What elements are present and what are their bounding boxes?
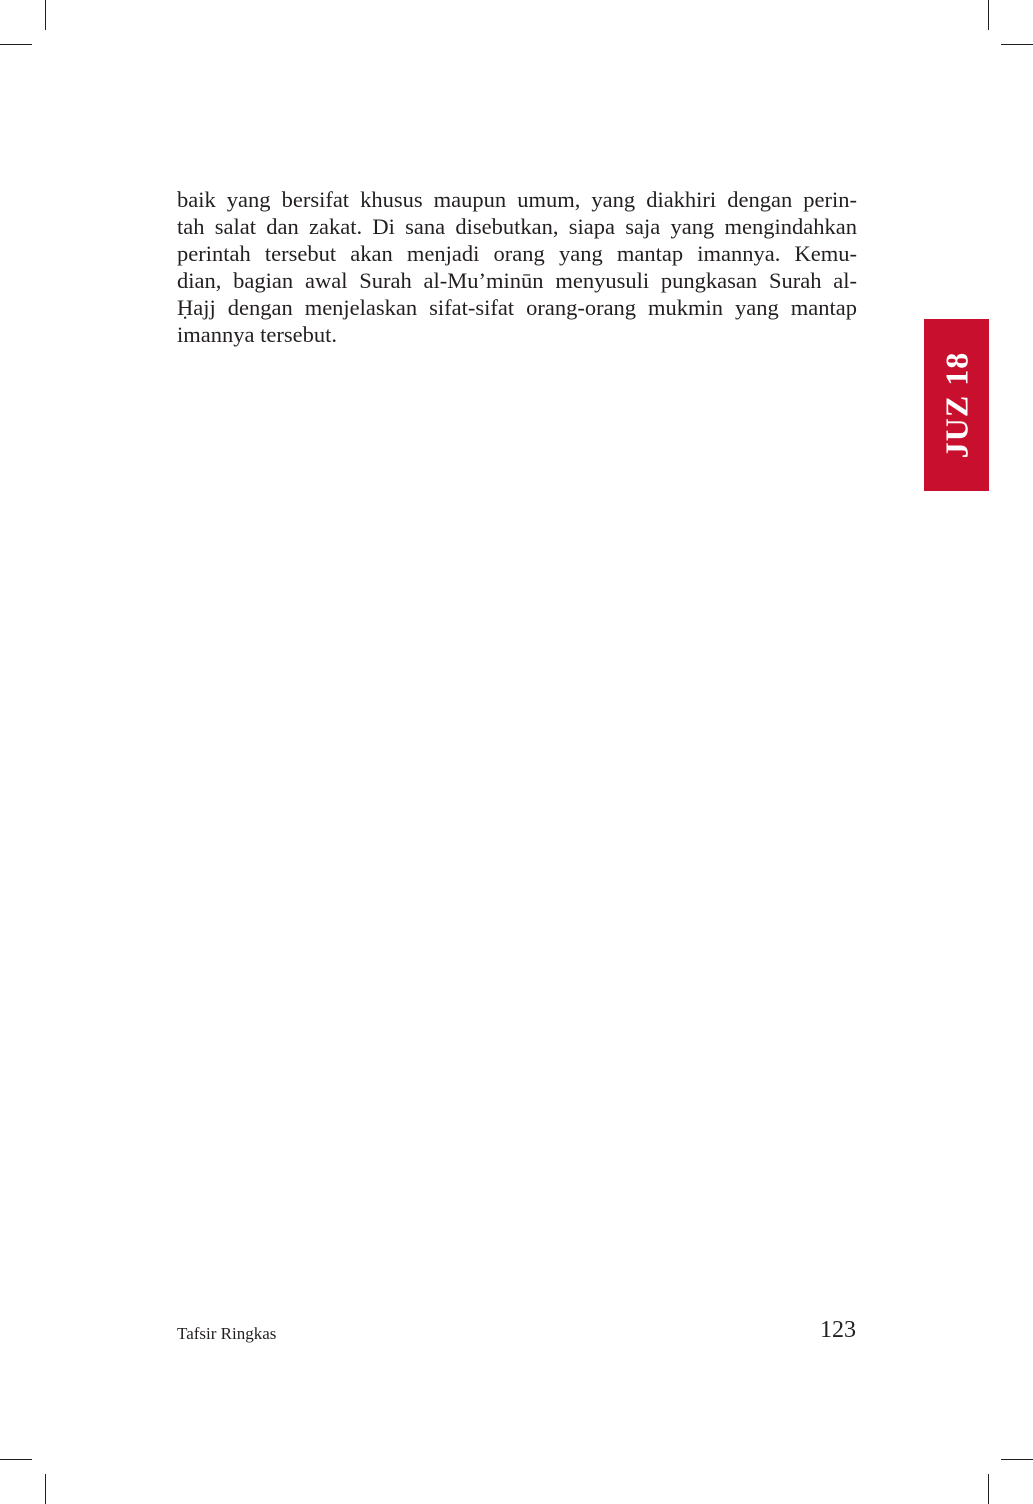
- crop-mark-top-left-vertical: [45, 0, 46, 30]
- footer-book-title: Tafsir Ringkas: [177, 1324, 277, 1343]
- juz-label: JUZ 18: [938, 351, 974, 459]
- page-number: 123: [820, 1317, 856, 1343]
- body-line: perintah tersebut akan menjadi orang yang mantap imannya. Kemu-: [177, 241, 857, 266]
- crop-mark-bottom-right-vertical: [988, 1474, 989, 1504]
- body-line: imannya tersebut.: [177, 322, 337, 347]
- crop-mark-top-right-vertical: [988, 0, 989, 30]
- body-line: Ḥajj dengan menjelaskan sifat-sifat orang-orang mukmin yang mantap: [177, 295, 857, 320]
- crop-mark-bottom-left-vertical: [45, 1474, 46, 1504]
- body-paragraph: [177, 186, 857, 348]
- crop-mark-top-left-horizontal: [0, 44, 32, 45]
- body-line: tah salat dan zakat. Di sana disebutkan, siapa saja yang mengindahkan: [177, 214, 857, 239]
- juz-side-tab: [924, 319, 989, 491]
- crop-mark-bottom-left-horizontal: [0, 1459, 32, 1460]
- body-line: dian, bagian awal Surah al-Mu’minūn menyusuli pungkasan Surah al-: [177, 268, 857, 293]
- crop-mark-bottom-right-horizontal: [1001, 1459, 1033, 1460]
- crop-mark-top-right-horizontal: [1001, 44, 1033, 45]
- body-line: baik yang bersifat khusus maupun umum, yang diakhiri dengan perin-: [177, 187, 857, 212]
